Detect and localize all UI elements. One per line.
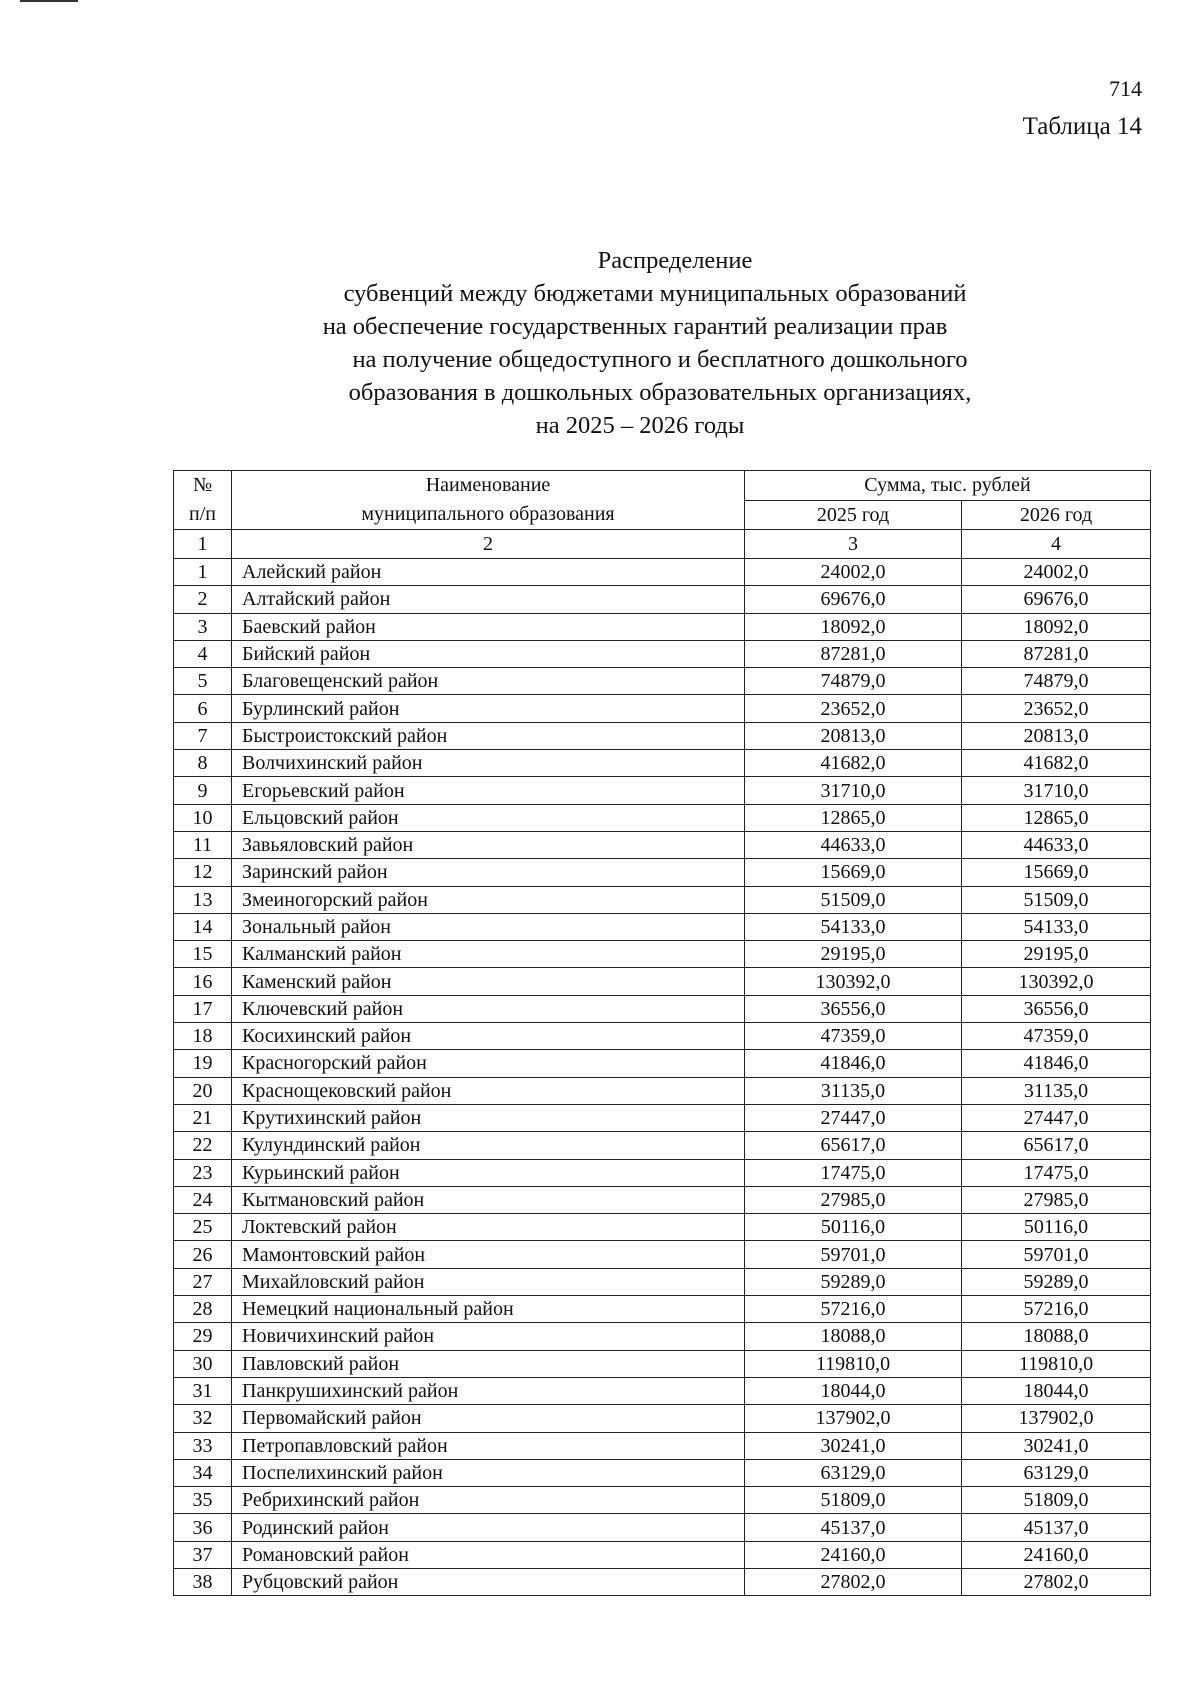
row-number: 7 — [174, 722, 232, 749]
amount-2026: 119810,0 — [962, 1350, 1151, 1377]
row-number: 22 — [174, 1132, 232, 1159]
row-number: 18 — [174, 1023, 232, 1050]
row-number: 20 — [174, 1077, 232, 1104]
municipality-name: Панкрушихинский район — [232, 1377, 745, 1404]
municipality-name: Локтевский район — [232, 1214, 745, 1241]
row-number: 27 — [174, 1268, 232, 1295]
amount-2025: 50116,0 — [745, 1214, 962, 1241]
amount-2026: 18044,0 — [962, 1377, 1151, 1404]
municipality-name: Кытмановский район — [232, 1186, 745, 1213]
table-label: Таблица 14 — [1022, 113, 1142, 140]
amount-2025: 57216,0 — [745, 1296, 962, 1323]
table-row — [174, 1159, 1151, 1186]
row-number: 37 — [174, 1541, 232, 1568]
row-number: 19 — [174, 1050, 232, 1077]
row-number: 13 — [174, 886, 232, 913]
amount-2025: 27802,0 — [745, 1568, 962, 1595]
amount-2025: 23652,0 — [745, 695, 962, 722]
table-row — [174, 1268, 1151, 1295]
municipality-name: Немецкий национальный район — [232, 1296, 745, 1323]
amount-2025: 59289,0 — [745, 1268, 962, 1295]
row-number: 1 — [174, 559, 232, 586]
amount-2026: 41846,0 — [962, 1050, 1151, 1077]
amount-2026: 27447,0 — [962, 1104, 1151, 1131]
amount-2025: 12865,0 — [745, 804, 962, 831]
amount-2025: 65617,0 — [745, 1132, 962, 1159]
header-sum: Сумма, тыс. рублей — [745, 471, 1151, 501]
municipality-name: Заринский район — [232, 859, 745, 886]
row-number: 11 — [174, 831, 232, 858]
municipality-name: Красногорский район — [232, 1050, 745, 1077]
row-number: 33 — [174, 1432, 232, 1459]
amount-2026: 31135,0 — [962, 1077, 1151, 1104]
table-row — [174, 613, 1151, 640]
amount-2026: 69676,0 — [962, 586, 1151, 613]
column-number-3: 3 — [745, 530, 962, 559]
table-row — [174, 1104, 1151, 1131]
table-row — [174, 859, 1151, 886]
row-number: 34 — [174, 1459, 232, 1486]
table-row — [174, 1487, 1151, 1514]
amount-2026: 130392,0 — [962, 968, 1151, 995]
municipality-name: Новичихинский район — [232, 1323, 745, 1350]
row-number: 16 — [174, 968, 232, 995]
header-name — [232, 471, 745, 530]
row-number: 12 — [174, 859, 232, 886]
municipality-name: Михайловский район — [232, 1268, 745, 1295]
row-number: 32 — [174, 1405, 232, 1432]
amount-2025: 29195,0 — [745, 941, 962, 968]
amount-2025: 45137,0 — [745, 1514, 962, 1541]
title-line: на обеспечение государственных гарантий реализации прав — [322, 313, 948, 340]
amount-2026: 59701,0 — [962, 1241, 1151, 1268]
header-number-line2: п/п — [189, 503, 216, 525]
municipality-name: Бурлинский район — [232, 695, 745, 722]
table-row — [174, 1432, 1151, 1459]
amount-2026: 50116,0 — [962, 1214, 1151, 1241]
municipality-name: Петропавловский район — [232, 1432, 745, 1459]
municipality-name: Благовещенский район — [232, 668, 745, 695]
table-row — [174, 1514, 1151, 1541]
table-row — [174, 750, 1151, 777]
page-number: 714 — [1109, 76, 1142, 101]
amount-2026: 23652,0 — [962, 695, 1151, 722]
amount-2026: 87281,0 — [962, 640, 1151, 667]
row-number: 3 — [174, 613, 232, 640]
amount-2025: 51809,0 — [745, 1487, 962, 1514]
amount-2026: 45137,0 — [962, 1514, 1151, 1541]
amount-2025: 17475,0 — [745, 1159, 962, 1186]
amount-2025: 15669,0 — [745, 859, 962, 886]
amount-2025: 44633,0 — [745, 831, 962, 858]
table-row — [174, 831, 1151, 858]
amount-2026: 36556,0 — [962, 995, 1151, 1022]
title-line: образования в дошкольных образовательных организациях, — [348, 379, 972, 406]
row-number: 28 — [174, 1296, 232, 1323]
amount-2026: 12865,0 — [962, 804, 1151, 831]
amount-2025: 74879,0 — [745, 668, 962, 695]
amount-2026: 74879,0 — [962, 668, 1151, 695]
row-number: 10 — [174, 804, 232, 831]
amount-2025: 41682,0 — [745, 750, 962, 777]
amount-2025: 36556,0 — [745, 995, 962, 1022]
table-row — [174, 941, 1151, 968]
municipality-name: Поспелихинский район — [232, 1459, 745, 1486]
title-line: на 2025 – 2026 годы — [535, 412, 745, 439]
row-number: 38 — [174, 1568, 232, 1595]
title-line: на получение общедоступного и бесплатного дошкольного — [352, 346, 968, 373]
amount-2025: 31710,0 — [745, 777, 962, 804]
row-number: 24 — [174, 1186, 232, 1213]
row-number: 29 — [174, 1323, 232, 1350]
row-number: 36 — [174, 1514, 232, 1541]
header-year-2025: 2025 год — [745, 500, 962, 530]
row-number: 26 — [174, 1241, 232, 1268]
municipality-name: Алтайский район — [232, 586, 745, 613]
municipality-name: Каменский район — [232, 968, 745, 995]
amount-2026: 20813,0 — [962, 722, 1151, 749]
municipality-name: Родинский район — [232, 1514, 745, 1541]
row-number: 30 — [174, 1350, 232, 1377]
amount-2026: 54133,0 — [962, 913, 1151, 940]
municipality-name: Мамонтовский район — [232, 1241, 745, 1268]
municipality-name: Косихинский район — [232, 1023, 745, 1050]
table-row — [174, 1241, 1151, 1268]
amount-2026: 30241,0 — [962, 1432, 1151, 1459]
title-line: Распределение — [597, 247, 753, 274]
amount-2026: 24002,0 — [962, 559, 1151, 586]
municipality-name: Зональный район — [232, 913, 745, 940]
row-number: 21 — [174, 1104, 232, 1131]
municipality-name: Волчихинский район — [232, 750, 745, 777]
table-row — [174, 1377, 1151, 1404]
column-number-1: 1 — [174, 530, 232, 559]
row-number: 4 — [174, 640, 232, 667]
table-row — [174, 1405, 1151, 1432]
amount-2025: 51509,0 — [745, 886, 962, 913]
amount-2025: 41846,0 — [745, 1050, 962, 1077]
amount-2026: 63129,0 — [962, 1459, 1151, 1486]
amount-2025: 54133,0 — [745, 913, 962, 940]
table-row — [174, 1459, 1151, 1486]
amount-2026: 47359,0 — [962, 1023, 1151, 1050]
row-number: 14 — [174, 913, 232, 940]
table-row — [174, 1568, 1151, 1595]
scan-edge-mark — [20, 0, 78, 2]
amount-2026: 59289,0 — [962, 1268, 1151, 1295]
table-row — [174, 695, 1151, 722]
amount-2025: 59701,0 — [745, 1241, 962, 1268]
table-row — [174, 886, 1151, 913]
amount-2026: 31710,0 — [962, 777, 1151, 804]
amount-2026: 17475,0 — [962, 1159, 1151, 1186]
municipality-name: Кулундинский район — [232, 1132, 745, 1159]
row-number: 6 — [174, 695, 232, 722]
row-number: 17 — [174, 995, 232, 1022]
amount-2026: 18088,0 — [962, 1323, 1151, 1350]
header-number-line1: № — [192, 474, 213, 496]
municipality-name: Первомайский район — [232, 1405, 745, 1432]
amount-2026: 51509,0 — [962, 886, 1151, 913]
amount-2025: 18088,0 — [745, 1323, 962, 1350]
amount-2025: 27985,0 — [745, 1186, 962, 1213]
amount-2026: 51809,0 — [962, 1487, 1151, 1514]
table-row — [174, 1077, 1151, 1104]
table-row — [174, 640, 1151, 667]
amount-2025: 69676,0 — [745, 586, 962, 613]
table-row — [174, 1350, 1151, 1377]
amount-2025: 47359,0 — [745, 1023, 962, 1050]
table-row — [174, 968, 1151, 995]
table-row — [174, 586, 1151, 613]
table-row — [174, 1050, 1151, 1077]
municipality-name: Бийский район — [232, 640, 745, 667]
table-row — [174, 1132, 1151, 1159]
column-number-2: 2 — [232, 530, 745, 559]
amount-2026: 27985,0 — [962, 1186, 1151, 1213]
table-row — [174, 722, 1151, 749]
amount-2026: 41682,0 — [962, 750, 1151, 777]
amount-2025: 18092,0 — [745, 613, 962, 640]
amount-2026: 15669,0 — [962, 859, 1151, 886]
row-number: 8 — [174, 750, 232, 777]
table-row — [174, 668, 1151, 695]
municipality-name: Крутихинский район — [232, 1104, 745, 1131]
table-row — [174, 1296, 1151, 1323]
header-year-2026: 2026 год — [962, 500, 1151, 530]
municipality-name: Баевский район — [232, 613, 745, 640]
amount-2025: 130392,0 — [745, 968, 962, 995]
amount-2025: 87281,0 — [745, 640, 962, 667]
municipality-name: Калманский район — [232, 941, 745, 968]
table-row — [174, 1323, 1151, 1350]
amount-2026: 24160,0 — [962, 1541, 1151, 1568]
amount-2025: 24002,0 — [745, 559, 962, 586]
municipality-name: Завьяловский район — [232, 831, 745, 858]
amount-2025: 24160,0 — [745, 1541, 962, 1568]
row-number: 31 — [174, 1377, 232, 1404]
amount-2026: 57216,0 — [962, 1296, 1151, 1323]
municipality-name: Егорьевский район — [232, 777, 745, 804]
municipality-name: Краснощековский район — [232, 1077, 745, 1104]
table-row — [174, 1541, 1151, 1568]
row-number: 35 — [174, 1487, 232, 1514]
amount-2026: 44633,0 — [962, 831, 1151, 858]
amount-2026: 18092,0 — [962, 613, 1151, 640]
municipality-name: Ключевский район — [232, 995, 745, 1022]
municipality-name: Павловский район — [232, 1350, 745, 1377]
row-number: 2 — [174, 586, 232, 613]
table-row — [174, 559, 1151, 586]
column-number-4: 4 — [962, 530, 1151, 559]
amount-2026: 65617,0 — [962, 1132, 1151, 1159]
municipality-name: Романовский район — [232, 1541, 745, 1568]
subvention-table — [173, 470, 1151, 1596]
municipality-name: Алейский район — [232, 559, 745, 586]
amount-2026: 137902,0 — [962, 1405, 1151, 1432]
document-title — [0, 244, 1200, 442]
table-row — [174, 804, 1151, 831]
table-body — [174, 559, 1151, 1596]
table-row — [174, 1214, 1151, 1241]
row-number: 5 — [174, 668, 232, 695]
amount-2025: 31135,0 — [745, 1077, 962, 1104]
title-line: субвенций между бюджетами муниципальных образований — [343, 280, 967, 307]
municipality-name: Змеиногорский район — [232, 886, 745, 913]
amount-2025: 20813,0 — [745, 722, 962, 749]
table-row — [174, 995, 1151, 1022]
header-name-line2: муниципального образования — [361, 503, 615, 525]
row-number: 23 — [174, 1159, 232, 1186]
municipality-name: Курьинский район — [232, 1159, 745, 1186]
table-row — [174, 1023, 1151, 1050]
municipality-name: Ребрихинский район — [232, 1487, 745, 1514]
table-row — [174, 777, 1151, 804]
header-number — [174, 471, 232, 530]
header-name-line1: Наименование — [425, 474, 551, 496]
municipality-name: Ельцовский район — [232, 804, 745, 831]
amount-2025: 137902,0 — [745, 1405, 962, 1432]
amount-2026: 27802,0 — [962, 1568, 1151, 1595]
row-number: 25 — [174, 1214, 232, 1241]
municipality-name: Быстроистокский район — [232, 722, 745, 749]
amount-2025: 63129,0 — [745, 1459, 962, 1486]
amount-2025: 30241,0 — [745, 1432, 962, 1459]
amount-2025: 119810,0 — [745, 1350, 962, 1377]
amount-2025: 27447,0 — [745, 1104, 962, 1131]
row-number: 9 — [174, 777, 232, 804]
table-row — [174, 1186, 1151, 1213]
municipality-name: Рубцовский район — [232, 1568, 745, 1595]
amount-2025: 18044,0 — [745, 1377, 962, 1404]
table-row — [174, 913, 1151, 940]
amount-2026: 29195,0 — [962, 941, 1151, 968]
row-number: 15 — [174, 941, 232, 968]
